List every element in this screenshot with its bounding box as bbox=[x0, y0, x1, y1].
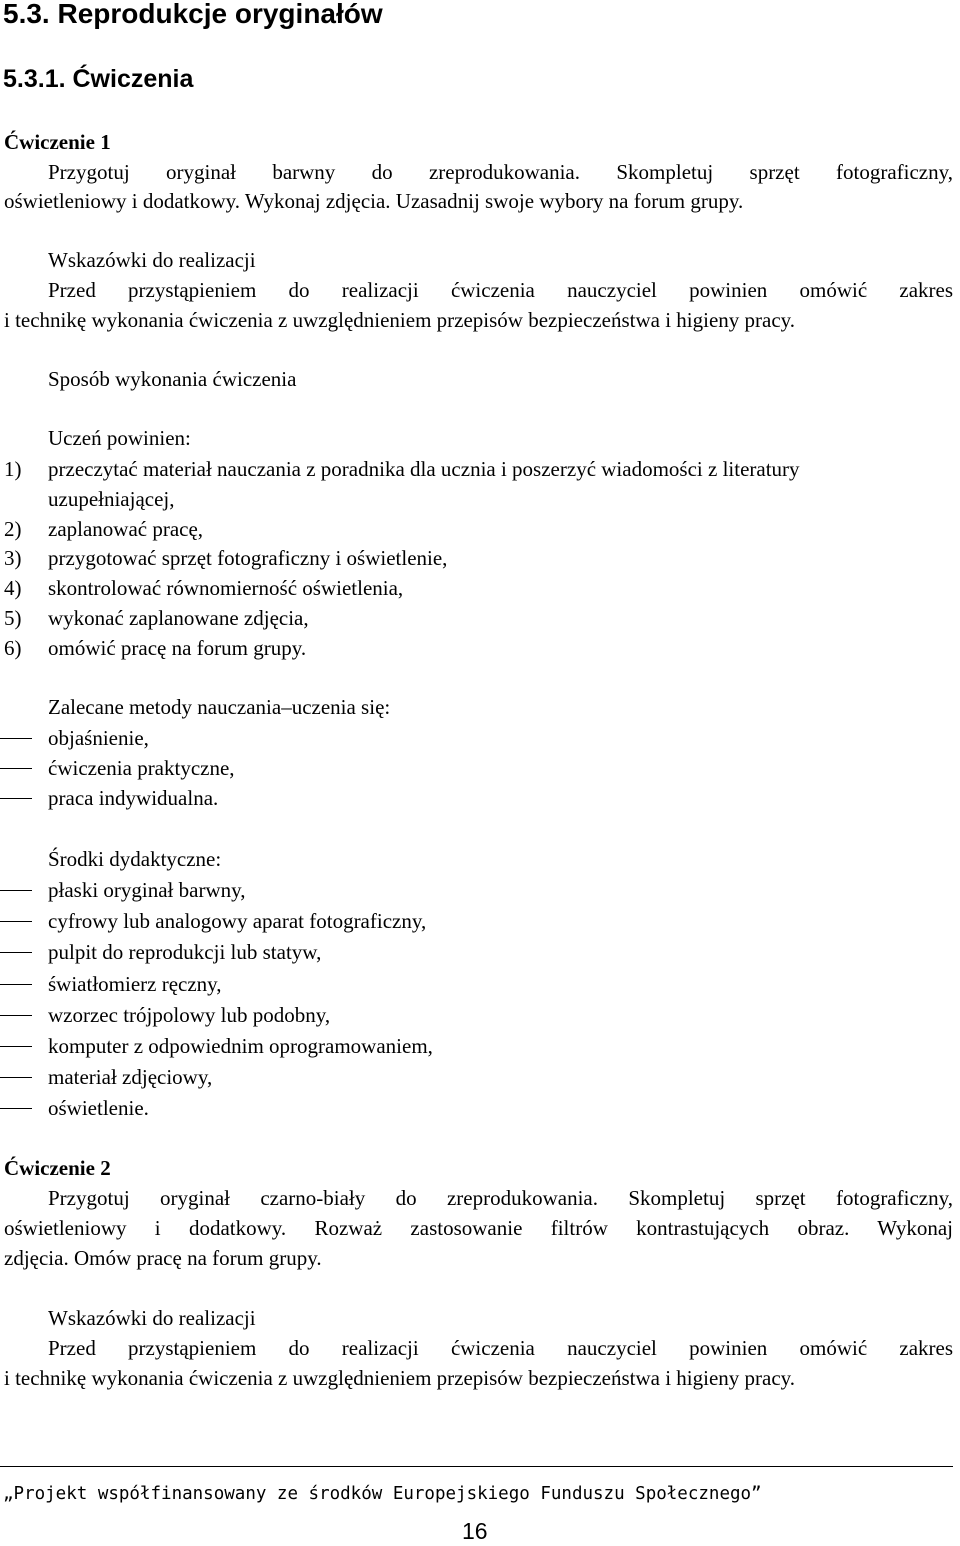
method-label: Sposób wykonania ćwiczenia bbox=[48, 367, 297, 391]
list-item: ćwiczenia praktyczne, bbox=[48, 756, 235, 780]
step-text: wykonać zaplanowane zdjęcia, bbox=[48, 606, 309, 630]
dash-bullet bbox=[0, 890, 32, 891]
step-number: 4) bbox=[4, 576, 22, 600]
exercise-2-hints-line-1: Przed przystąpieniem do realizacji ćwiczenia nauczyciel powinien omówić zakres bbox=[48, 1336, 953, 1360]
dash-bullet bbox=[0, 1046, 32, 1047]
step-text-continued: uzupełniającej, bbox=[48, 487, 175, 511]
student-label: Uczeń powinien: bbox=[48, 426, 191, 450]
exercise-1-hints-line-1: Przed przystąpieniem do realizacji ćwiczenia nauczyciel powinien omówić zakres bbox=[48, 278, 953, 302]
dash-bullet bbox=[0, 984, 32, 985]
dash-bullet bbox=[0, 768, 32, 769]
list-item: światłomierz ręczny, bbox=[48, 972, 222, 996]
exercise-1-heading: Ćwiczenie 1 bbox=[4, 130, 111, 154]
list-item: objaśnienie, bbox=[48, 726, 149, 750]
step-text: skontrolować równomierność oświetlenia, bbox=[48, 576, 404, 600]
subsection-title: 5.3.1. Ćwiczenia bbox=[3, 65, 194, 93]
list-item: praca indywidualna. bbox=[48, 786, 219, 810]
dash-bullet bbox=[0, 1108, 32, 1109]
list-item: pulpit do reprodukcji lub statyw, bbox=[48, 940, 322, 964]
exercise-2-heading: Ćwiczenie 2 bbox=[4, 1156, 111, 1180]
exercise-2-task-line-2: oświetleniowy i dodatkowy. Rozważ zastosowanie filtrów kontrastujących obraz. Wykonaj bbox=[4, 1216, 953, 1240]
aids-label: Środki dydaktyczne: bbox=[48, 847, 222, 871]
list-item: komputer z odpowiednim oprogramowaniem, bbox=[48, 1034, 433, 1058]
dash-bullet bbox=[0, 738, 32, 739]
page-number: 16 bbox=[462, 1518, 488, 1544]
methods-label: Zalecane metody nauczania–uczenia się: bbox=[48, 695, 391, 719]
step-text: przeczytać materiał nauczania z poradnika dla ucznia i poszerzyć wiadomości z literatury bbox=[48, 457, 800, 481]
section-title: 5.3. Reprodukcje oryginałów bbox=[3, 0, 383, 29]
step-text: zaplanować pracę, bbox=[48, 517, 204, 541]
exercise-2-task-line-3: zdjęcia. Omów pracę na forum grupy. bbox=[4, 1246, 322, 1270]
dash-bullet bbox=[0, 1015, 32, 1016]
list-item: wzorzec trójpolowy lub podobny, bbox=[48, 1003, 331, 1027]
exercise-2-hints-line-2: i technikę wykonania ćwiczenia z uwzględnieniem przepisów bezpieczeństwa i higieny pracy. bbox=[4, 1366, 796, 1390]
exercise-1-task-line-1: Przygotuj oryginał barwny do zreprodukowania. Skompletuj sprzęt fotograficzny, bbox=[48, 160, 953, 184]
step-text: przygotować sprzęt fotograficzny i oświetlenie, bbox=[48, 546, 448, 570]
dash-bullet bbox=[0, 1077, 32, 1078]
exercise-2-task-line-1: Przygotuj oryginał czarno-biały do zreprodukowania. Skompletuj sprzęt fotograficzny, bbox=[48, 1186, 953, 1210]
list-item: płaski oryginał barwny, bbox=[48, 878, 246, 902]
list-item: cyfrowy lub analogowy aparat fotograficzny, bbox=[48, 909, 427, 933]
step-number: 5) bbox=[4, 606, 22, 630]
dash-bullet bbox=[0, 952, 32, 953]
step-number: 2) bbox=[4, 517, 22, 541]
list-item: oświetlenie. bbox=[48, 1096, 149, 1120]
step-number: 6) bbox=[4, 636, 22, 660]
dash-bullet bbox=[0, 798, 32, 799]
footer-divider bbox=[0, 1466, 953, 1467]
footer-project-text: „Projekt współfinansowany ze środków Europejskiego Funduszu Społecznego” bbox=[3, 1484, 762, 1504]
step-number: 1) bbox=[4, 457, 22, 481]
dash-bullet bbox=[0, 921, 32, 922]
exercise-1-hints-line-2: i technikę wykonania ćwiczenia z uwzględnieniem przepisów bezpieczeństwa i higieny pracy. bbox=[4, 308, 796, 332]
exercise-2-hints-label: Wskazówki do realizacji bbox=[48, 1306, 256, 1330]
exercise-1-task-line-2: oświetleniowy i dodatkowy. Wykonaj zdjęcia. Uzasadnij swoje wybory na forum grupy. bbox=[4, 189, 744, 213]
exercise-1-hints-label: Wskazówki do realizacji bbox=[48, 248, 256, 272]
step-number: 3) bbox=[4, 546, 22, 570]
list-item: materiał zdjęciowy, bbox=[48, 1065, 213, 1089]
step-text: omówić pracę na forum grupy. bbox=[48, 636, 307, 660]
